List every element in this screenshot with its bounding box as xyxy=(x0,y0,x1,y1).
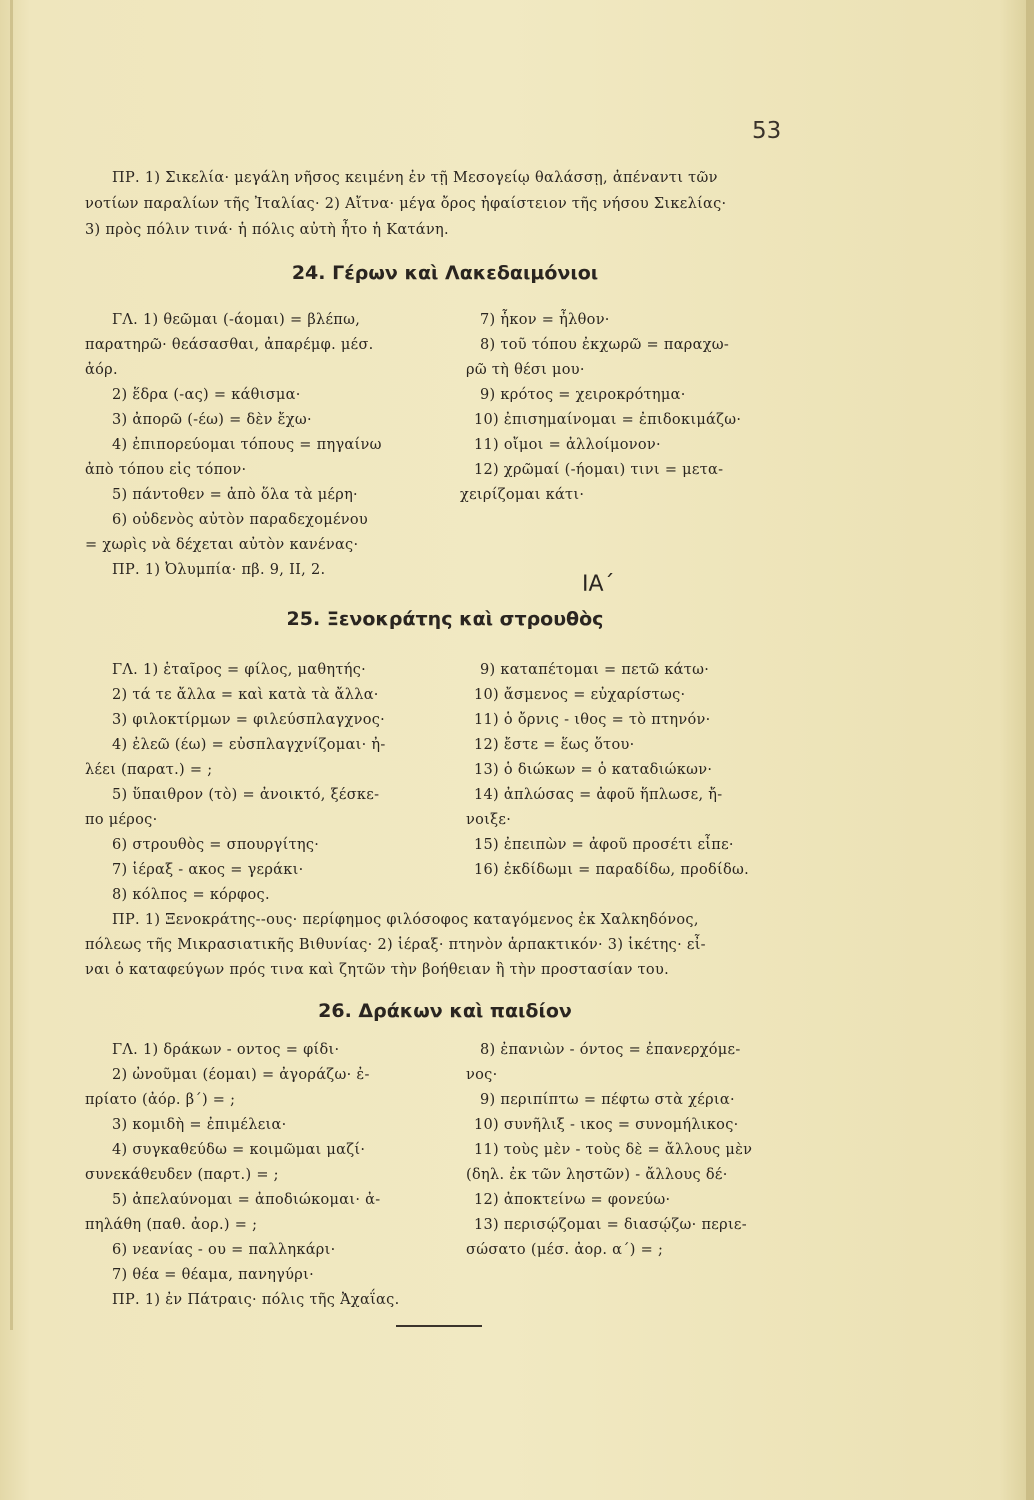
note-line: ναι ὁ καταφεύγων πρός τινα καὶ ζητῶν τὴν βοήθειαν ἢ τὴν προστασίαν του. xyxy=(85,962,669,978)
vocab-line: 4) ἐλεῶ (έω) = εὐσπλαγχνίζομαι· ἠ- xyxy=(112,737,386,753)
section-mark: ΙΑ´ xyxy=(582,572,615,597)
vocab-line: 12) ἀποκτείνω = φονεύω· xyxy=(474,1192,671,1208)
vocab-line: συνεκάθευδεν (παρτ.) = ; xyxy=(85,1167,279,1183)
intro-line: νοτίων παραλίων τῆς Ἰταλίας· 2) Αἴτνα· μέγα ὄρος ἡφαίστειον τῆς νήσου Σικελίας· xyxy=(85,196,727,212)
vocab-line: 6) οὐδενὸς αὐτὸν παραδεχομένου xyxy=(112,512,369,528)
vocab-line: 8) κόλπος = κόρφος. xyxy=(112,887,270,903)
vocab-line: πρίατο (ἀόρ. β΄) = ; xyxy=(85,1092,236,1108)
vocab-line: παρατηρῶ· θεάσασθαι, ἀπαρέμφ. μέσ. xyxy=(85,337,374,353)
note-line: ΠΡ. 1) Ξενοκράτης--ους· περίφημος φιλόσοφος καταγόμενος ἐκ Χαλκηδόνος, xyxy=(112,912,699,928)
vocab-line: νοιξε· xyxy=(466,812,512,828)
vocab-line: ΓΛ. 1) ἑταῖρος = φίλος, μαθητής· xyxy=(112,662,367,678)
vocab-line: 4) συγκαθεύδω = κοιμῶμαι μαζί· xyxy=(112,1142,366,1158)
vocab-line: 13) ὁ διώκων = ὁ καταδιώκων· xyxy=(474,762,713,778)
vocab-line: 11) τοὺς μὲν - τοὺς δὲ = ἄλλους μὲν xyxy=(474,1142,753,1158)
vocab-line: 16) ἐκδίδωμι = παραδίδω, προδίδω. xyxy=(474,862,750,878)
vocab-line: ἀπὸ τόπου εἰς τόπον· xyxy=(85,462,247,478)
vocab-line: 5) ὕπαιθρον (τὸ) = ἀνοικτό, ξέσκε- xyxy=(112,787,380,803)
vocab-line: 9) κρότος = χειροκρότημα· xyxy=(480,387,686,403)
vocab-line: 14) ἀπλώσας = ἀφοῦ ἥπλωσε, ἤ- xyxy=(474,787,723,803)
note-line: ΠΡ. 1) ἐν Πάτραις· πόλις τῆς Ἀχαΐας. xyxy=(112,1292,400,1308)
vocab-line: 10) ἐπισημαίνομαι = ἐπιδοκιμάζω· xyxy=(474,412,742,428)
vocab-line: 5) πάντοθεν = ἀπὸ ὅλα τὰ μέρη· xyxy=(112,487,358,503)
section-26-title: 26. Δράκων καὶ παιδίον xyxy=(318,1000,572,1022)
vocab-line: 3) κομιδὴ = ἐπιμέλεια· xyxy=(112,1117,287,1133)
vocab-line: 7) θέα = θέαμα, πανηγύρι· xyxy=(112,1267,314,1283)
binding-edge xyxy=(10,0,13,1330)
vocab-line: 5) ἀπελαύνομαι = ἀποδιώκομαι· ἀ- xyxy=(112,1192,381,1208)
vocab-line: 2) τά τε ἄλλα = καὶ κατὰ τὰ ἄλλα· xyxy=(112,687,379,703)
intro-line: 3) πρὸς πόλιν τινά· ἡ πόλις αὐτὴ ἦτο ἡ Κατάνη. xyxy=(85,222,449,238)
vocab-line: 2) ὠνοῦμαι (έομαι) = ἀγοράζω· ἐ- xyxy=(112,1067,370,1083)
vocab-line: 7) ἧκον = ἦλθον· xyxy=(480,312,610,328)
vocab-line: 3) φιλοκτίρμων = φιλεύσπλαγχνος· xyxy=(112,712,386,728)
vocab-line: ρῶ τὴ θέσι μου· xyxy=(466,362,585,378)
page-edge xyxy=(1026,0,1034,1500)
page-number: 53 xyxy=(752,118,782,144)
section-25-title: 25. Ξενοκράτης καὶ στρουθὸς xyxy=(286,608,604,630)
vocab-line: = χωρὶς νὰ δέχεται αὐτὸν κανένας· xyxy=(85,537,359,553)
vocab-line: χειρίζομαι κάτι· xyxy=(460,487,585,503)
vocab-line: 9) περιπίπτω = πέφτω στὰ χέρια· xyxy=(480,1092,735,1108)
vocab-line: 11) ὁ ὄρνις - ιθος = τὸ πτηνόν· xyxy=(474,712,711,728)
vocab-line: 11) οἴμοι = ἀλλοίμονον· xyxy=(474,437,661,453)
vocab-line: 2) ἕδρα (-ας) = κάθισμα· xyxy=(112,387,301,403)
note-line: ΠΡ. 1) Ὀλυμπία· πβ. 9, ΙΙ, 2. xyxy=(112,562,326,578)
vocab-line: λέει (παρατ.) = ; xyxy=(85,762,213,778)
vocab-line: 7) ἱέραξ - ακος = γεράκι· xyxy=(112,862,304,878)
vocab-line: 15) ἐπειπὼν = ἀφοῦ προσέτι εἶπε· xyxy=(474,837,734,853)
vocab-line: σώσατο (μέσ. ἀορ. α΄) = ; xyxy=(466,1242,664,1258)
vocab-line: ΓΛ. 1) δράκων - οντος = φίδι· xyxy=(112,1042,340,1058)
vocab-line: 3) ἀπορῶ (-έω) = δὲν ἔχω· xyxy=(112,412,312,428)
intro-line: ΠΡ. 1) Σικελία· μεγάλη νῆσος κειμένη ἐν τῇ Μεσογείῳ θαλάσσῃ, ἀπέναντι τῶν xyxy=(112,170,718,186)
vocab-line: ΓΛ. 1) θεῶμαι (-άομαι) = βλέπω, xyxy=(112,312,361,328)
vocab-line: 12) χρῶμαί (-ήομαι) τινι = μετα- xyxy=(474,462,724,478)
vocab-line: ἀόρ. xyxy=(85,362,118,378)
end-rule xyxy=(396,1325,482,1327)
vocab-line: 8) τοῦ τόπου ἐκχωρῶ = παραχω- xyxy=(480,337,730,353)
vocab-line: 6) νεανίας - ου = παλληκάρι· xyxy=(112,1242,336,1258)
section-24-title: 24. Γέρων καὶ Λακεδαιμόνιοι xyxy=(291,262,599,284)
vocab-line: (δηλ. ἐκ τῶν ληστῶν) - ἄλλους δέ· xyxy=(466,1167,728,1183)
vocab-line: 8) ἐπανιὼν - όντος = ἐπανερχόμε- xyxy=(480,1042,741,1058)
vocab-line: 10) συνῆλιξ - ικος = συνομήλικος· xyxy=(474,1117,739,1133)
vocab-line: 9) καταπέτομαι = πετῶ κάτω· xyxy=(480,662,710,678)
vocab-line: 10) ἄσμενος = εὐχαρίστως· xyxy=(474,687,686,703)
note-line: πόλεως τῆς Μικρασιατικῆς Βιθυνίας· 2) ἱέραξ· πτηνὸν ἁρπακτικόν· 3) ἱκέτης· εἶ- xyxy=(85,937,706,953)
vocab-line: νος· xyxy=(466,1067,498,1083)
vocab-line: πηλάθη (παθ. ἀορ.) = ; xyxy=(85,1217,258,1233)
vocab-line: 13) περισῴζομαι = διασῴζω· περιε- xyxy=(474,1217,747,1233)
vocab-line: 6) στρουθὸς = σπουργίτης· xyxy=(112,837,320,853)
vocab-line: 4) ἐπιπορεύομαι τόπους = πηγαίνω xyxy=(112,437,382,453)
vocab-line: 12) ἔστε = ἕως ὅτου· xyxy=(474,737,635,753)
vocab-line: πο μέρος· xyxy=(85,812,158,828)
